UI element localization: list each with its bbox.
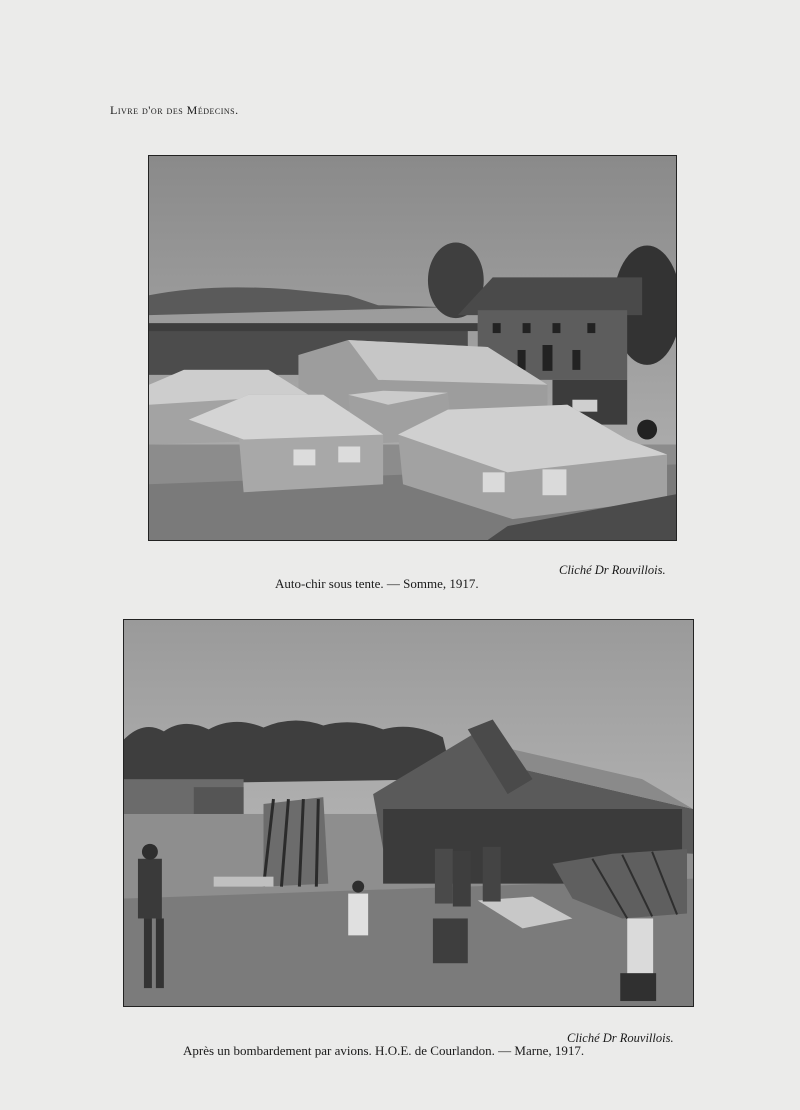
figure-caption: Auto-chir sous tente. — Somme, 1917. — [275, 576, 479, 591]
photo-credit: Cliché Dr Rouvillois. — [559, 563, 666, 577]
photo-tents — [148, 155, 677, 541]
figure-caption: Après un bombardement par avions. H.O.E. de Courlandon. — Marne, 1917. — [183, 1043, 585, 1058]
running-head: Livre d'or des Médecins. — [110, 103, 239, 117]
photo-tents-image — [149, 156, 676, 540]
photo-bombed-hut-image — [124, 620, 693, 1006]
photo-bombed-hut — [123, 619, 694, 1007]
photo-credit: Cliché Dr Rouvillois. — [567, 1031, 674, 1045]
